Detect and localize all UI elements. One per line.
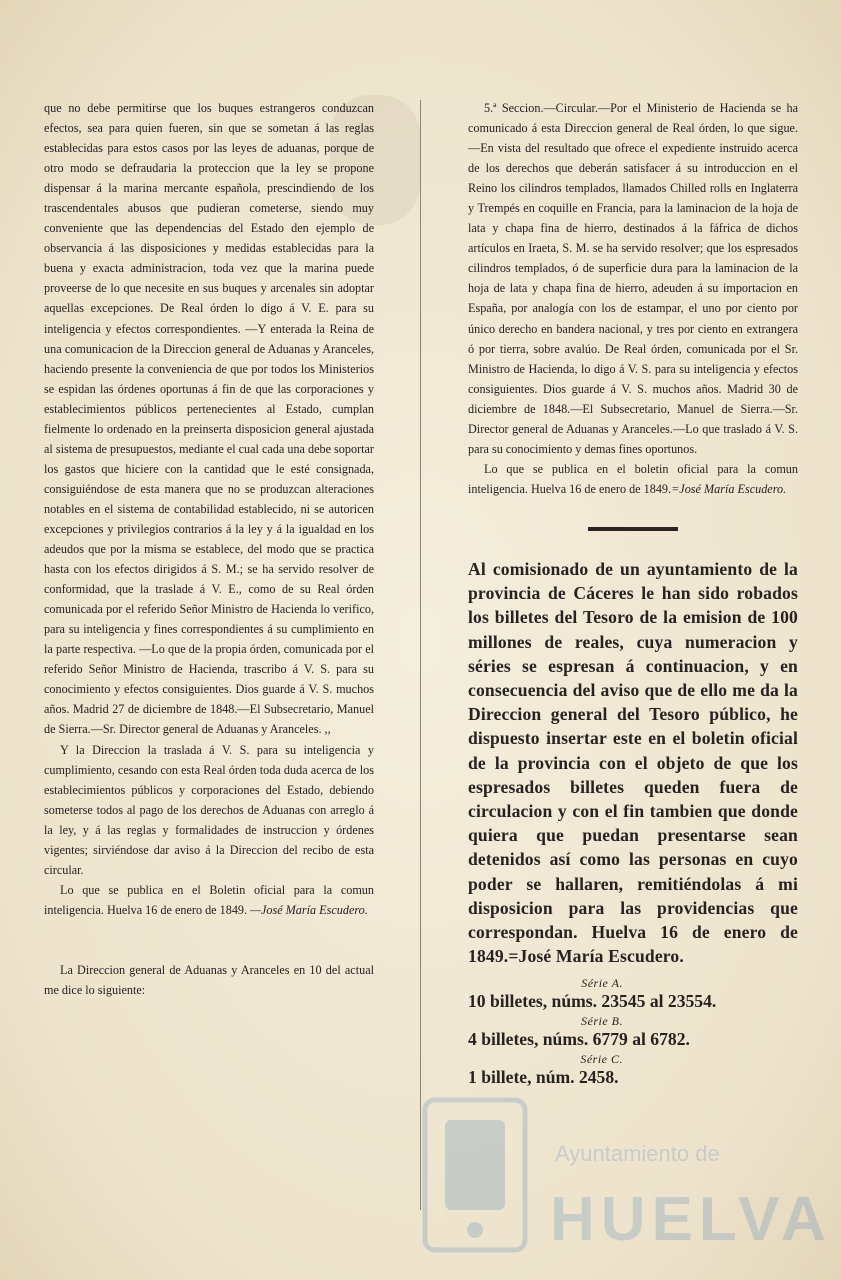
watermark-line-1: Ayuntamiento de — [555, 1141, 720, 1166]
stolen-bills-notice: Al comisionado de un ayuntamiento de la provincia de Cáceres le han sido robados los billetes del Tesoro de la emision de 100 millones de reales, cuya numeracion y séries se espresan á continuacion, y en consecuencia del aviso que de ello me da la Direccion general del Tesoro público, he dispuesto insertar este en el boletin oficial de la provincia con el objeto de que los espresados billetes queden fuera de circulacion y con el fin tambien que donde quiera que puedan presentarse sean detenidos así como las personas en cuyo poder se hallaren, remitiéndolas á mi disposicion para las providencias que correspondan. Huelva 16 de enero de 1849.=José María Escudero. — [468, 558, 798, 967]
serie-b-bills: 4 billetes, núms. 6779 al 6782. — [468, 1029, 690, 1050]
spacer — [44, 920, 374, 940]
serie-a-bills: 10 billetes, núms. 23545 al 23554. — [468, 991, 717, 1012]
right-paragraph-2-signature: =José María Escudero. — [671, 481, 787, 496]
serie-c-bills: 1 billete, núm. 2458. — [468, 1067, 619, 1088]
left-column — [44, 98, 374, 1000]
right-paragraph-1: 5.ª Seccion.—Circular.—Por el Ministerio de Hacienda se ha comunicado á esta Direccion general de Real órden, lo que sigue.—En vista del resultado que ofrece el expediente instruido acerca de los derechos que deberán satisfacer á su introduccion en el Reino los cilindros templados, llamados Chilled rolls en Inglaterra y Trempés en coquille en Francia, para la laminacion de la hoja de lata y chapa fina de hierro, destinados á la fáfrica de dichos artículos en Iraeta, S. M. se ha servido resolver; que los espresados cilindros templados, ó de superficie dura para la laminacion de la hoja de lata y chapa fina de hierro, adeuden á su importacion en España, por analogía con los de estampar, el uno por ciento por único derecho en bandera nacional, y tres por ciento en extrangera ó por tierra, sobre avalúo. De Real órden, comunicada por el Sr. Ministro de Hacienda, lo digo á V. S. para su inteligencia y efectos consiguientes. Dios guarde á V. S. muchos años. Madrid 30 de diciembre de 1848.—El Subsecretario, Manuel de Sierra.—Sr. Director general de Aduanas y Aranceles.—Lo que traslado á V. S. para su conocimiento y demas fines oportunos. — [468, 101, 798, 456]
right-paragraph-2 — [468, 459, 798, 499]
archive-watermark — [405, 1085, 832, 1275]
left-paragraph-3-signature: —José María Escudero. — [250, 902, 368, 917]
left-paragraph-3 — [44, 880, 374, 920]
serie-a-label: Série A. — [581, 976, 623, 991]
serie-c-label: Série C. — [580, 1052, 623, 1067]
right-paragraph-2-text: Lo que se publica en el boletin oficial para la comun inteligencia. Huelva 16 de enero de 1849. — [468, 461, 798, 496]
left-paragraph-1: que no debe permitirse que los buques estrangeros conduzcan efectos, sea para quien fueren, sin que se sometan á las reglas establecidas para estos casos por las leyes de aduanas, porque de otro modo se defraudaria la proteccion que la ley se propone dispensar á la marina mercante española, prescindiendo de los trascendentales abusos que pudieran cometerse, siendo muy conveniente que las dependencias del Estado den ejemplo de observancia á las disposiciones y medidas establecidas para la buena y exacta administracion, toda vez que la marina puede proveerse de lo que necesite en sus buques y arcenales sin adoptar aquellas excepciones. De Real órden lo digo á V. E. para su inteligencia y efectos correspondientes. —Y enterada la Reina de una comunicacion de la Direccion general de Aduanas y Aranceles, haciendo presente la conveniencia de que por todos los Ministerios se espidan las órdenes oportunas á fin de que las corporaciones y establecimientos públicos pertenecientes al Estado, cumplan fielmente lo ordenado en la preinserta disposicion general ajustada al sistema de presupuestos, mediante el cual cada una debe soportar los gastos que hiciere con la cantidad que le esté consignada, consiguiéndose de esta manera que no se produzcan alteraciones notables en el sistema de contabilidad establecido, ni se autoricen excepciones y privilegios contrarios á la ley y á la igualdad en los adeudos que por la misma se establece, del modo que se practica hasta con los efectos dirigidos á S. M.; se ha servido resolver de conformidad, que la traslade á V. E., como de su Real órden comunicada por el referido Señor Ministro de Hacienda lo verifico, para su inteligencia y fines correspondientes á su cumplimiento en la parte respectiva. —Lo que de la propia órden, comunicada por el referido Señor Ministro de Hacienda, trascribo á V. S. para su conocimiento y efectos consiguientes. Dios guarde á V. S. muchos años. Madrid 27 de diciembre de 1848.—El Subsecretario, Manuel de Sierra.—Sr. Director general de Aduanas y Aranceles. ,, — [44, 101, 374, 737]
watermark-line-2: HUELVA — [550, 1185, 832, 1254]
right-column — [468, 98, 798, 1088]
city-seal-icon — [415, 1090, 535, 1260]
left-paragraph-3-text: Lo que se publica en el Boletin oficial para la comun inteligencia. Huelva 16 de enero de 1849. — [44, 882, 374, 917]
section-divider — [588, 527, 678, 531]
column-divider — [420, 100, 421, 1210]
left-paragraph-4: La Direccion general de Aduanas y Aranceles en 10 del actual me dice lo siguiente: — [44, 962, 374, 997]
serie-b-label: Série B. — [581, 1014, 623, 1029]
spacer — [44, 940, 374, 960]
left-paragraph-2: Y la Direccion la traslada á V. S. para su inteligencia y cumplimiento, cesando con esta Real órden toda duda acerca de los establecimientos públicos y corporaciones del Estado, debiendo someterse todos al pago de los derechos de Aduanas con arreglo á la ley, y á las reglas y formalidades de instruccion y órdenes vigentes; sirviéndose dar aviso á la Direccion del recibo de esta circular. — [44, 742, 374, 877]
